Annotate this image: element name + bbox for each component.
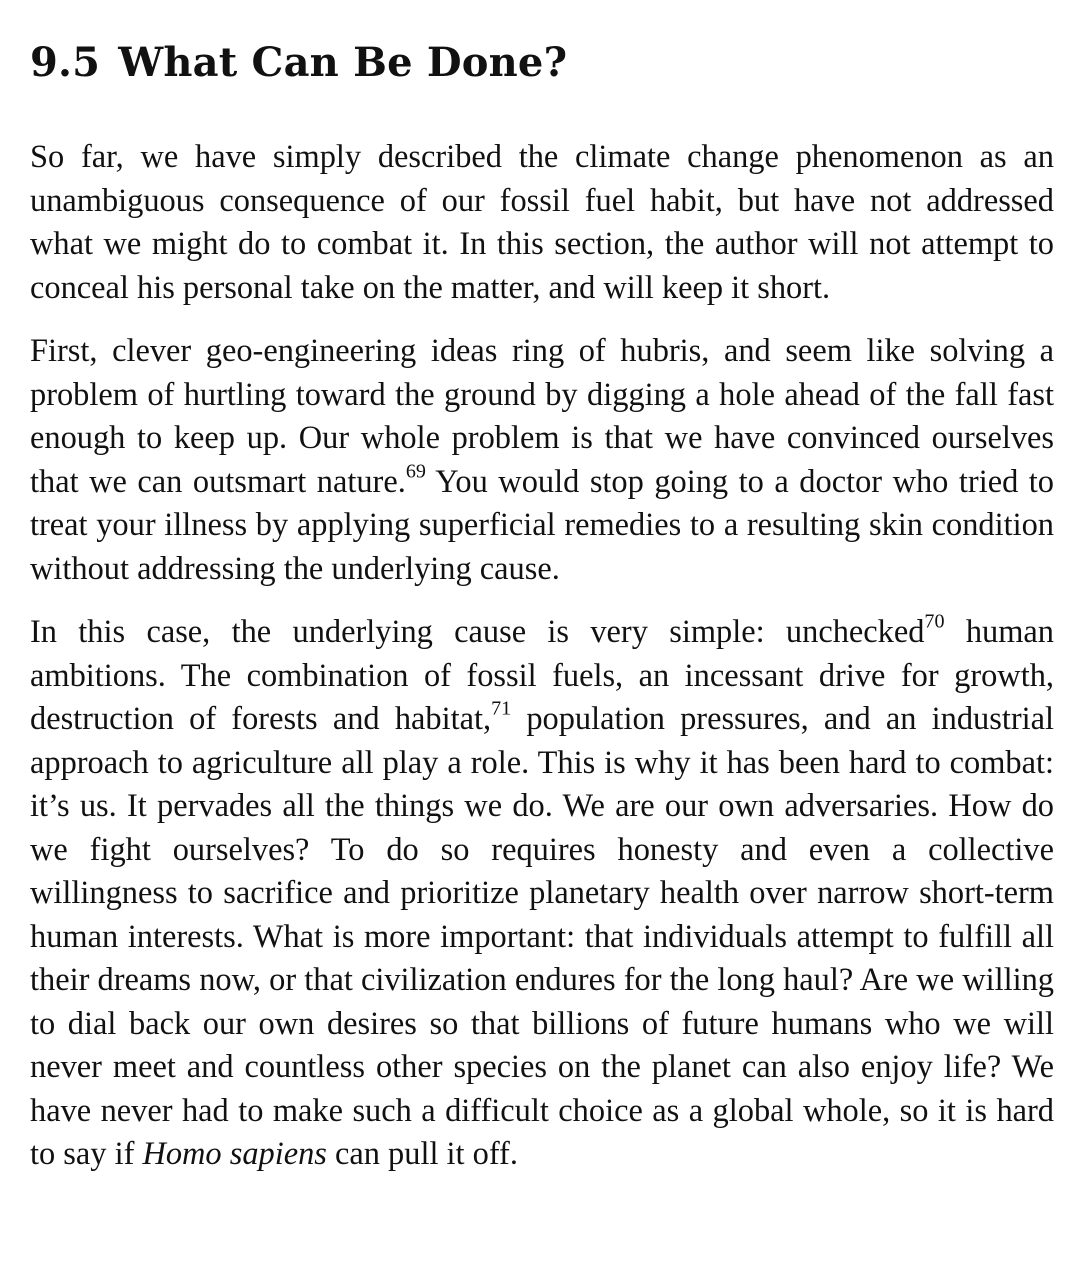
document-page — [30, 0, 1054, 1177]
section-number: 9.5 — [30, 39, 101, 86]
paragraph-2-text-a: First, clever geo-engineering ideas ring of hubris, and seem like solving a problem of hurtling toward the ground by digging a hole ahead of the fall fast enough to keep up. Our whole problem is that we have convinced ourselves that we can outsmart nature. — [30, 333, 1054, 500]
paragraph-2 — [30, 330, 1054, 591]
species-name-italic: Homo sapiens — [142, 1136, 327, 1172]
footnote-marker-69: 69 — [405, 460, 426, 483]
paragraph-1: So far, we have simply described the climate change phenomenon as an unambiguous consequence of our fossil fuel habit, but have not addressed what we might do to combat it. In this section, the author will not attempt to conceal his personal take on the matter, and will keep it short. — [30, 139, 1054, 306]
paragraph-3-text-c: population pressures, and an industrial approach to agriculture all play a role. This is why it has been hard to combat: it’s us. It pervades all the things we do. We are our own adversaries. How do we fight ourselves? To do so requires honesty and even a collective willingness to sacrifice and prioritize planetary health over narrow short-term human interests. What is more important: that individuals attempt to fulfill all their dreams now, or that civilization endures for the long haul? Are we willing to dial back our own desires so that billions of future humans who we will never meet and countless other species on the planet can also enjoy life? We have never had to make such a difficult choice as a global whole, so it is hard to say if — [30, 701, 1054, 1172]
section-heading — [30, 0, 1054, 92]
paragraph-3-text-d: can pull it off. — [326, 1136, 518, 1172]
paragraph-3 — [30, 611, 1054, 1177]
footnote-marker-71: 71 — [491, 697, 512, 720]
paragraph-3-text-a: In this case, the underlying cause is very simple: unchecked — [30, 614, 925, 650]
section-title: What Can Be Done? — [118, 39, 568, 86]
footnote-marker-70: 70 — [924, 610, 945, 633]
paragraph-2-text-b: You would stop going to a doctor who tried to treat your illness by applying superficial remedies to a resulting skin condition without addressing the underlying cause. — [30, 463, 1054, 587]
paragraph-3-text-b: human ambitions. The combination of fossil fuels, an incessant drive for growth, destruction of forests and habitat, — [30, 614, 1054, 737]
